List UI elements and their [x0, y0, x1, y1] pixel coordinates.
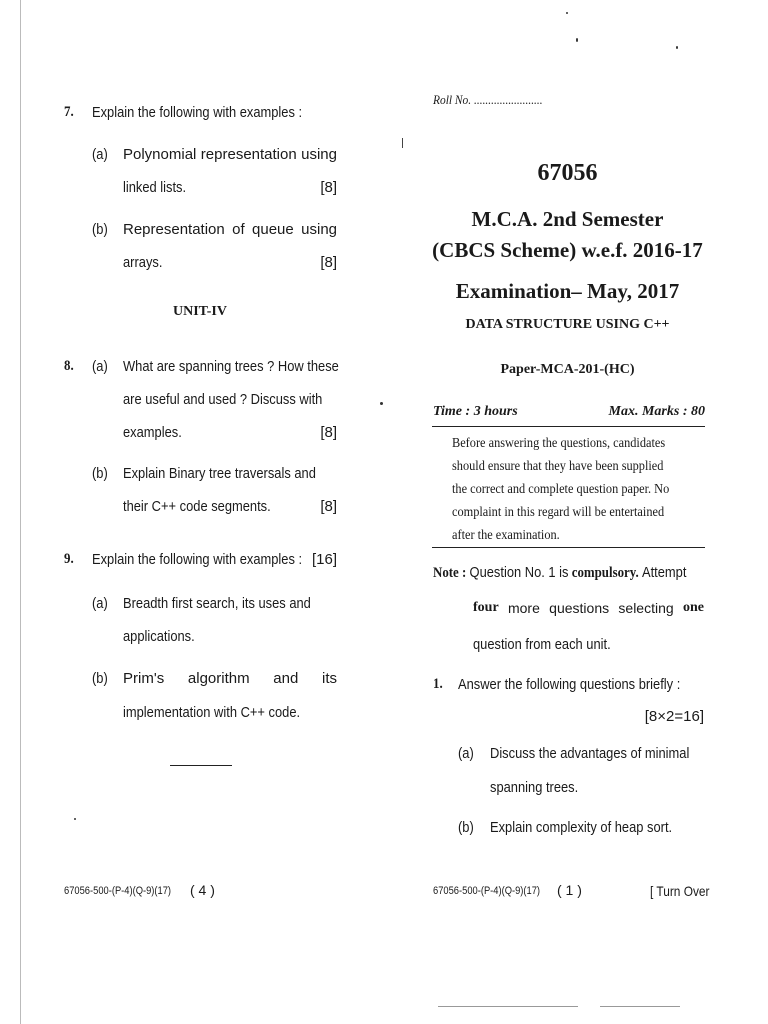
q8b-line2: their C++ code segments.	[123, 498, 271, 515]
paper-code: 67056	[537, 160, 598, 186]
note-attempt: Attempt	[641, 564, 687, 581]
q8a-line1: What are spanning trees ? How these	[123, 358, 339, 375]
subject-title: DATA STRUCTURE USING C++	[465, 317, 670, 332]
q7a-line1	[123, 146, 337, 163]
header-rule-top	[432, 426, 705, 427]
word: Prim's	[123, 670, 165, 687]
q1a-label: (a)	[458, 745, 474, 762]
scan-speck	[676, 46, 678, 49]
paper-title: Paper-MCA-201-(HC)	[500, 362, 635, 377]
word: queue	[252, 221, 294, 238]
q8a-line3: examples.	[123, 424, 182, 441]
q1-marks: [8×2=16]	[644, 708, 704, 725]
word: using	[301, 146, 337, 163]
q9a-line1: Breadth first search, its uses and	[123, 595, 311, 612]
scan-speck	[566, 12, 568, 14]
q7b-label: (b)	[92, 221, 108, 238]
instructions-block	[452, 432, 704, 547]
q8-number: 8.	[64, 358, 74, 374]
q1-number: 1.	[433, 676, 443, 692]
word: Polynomial	[123, 146, 197, 163]
word: its	[322, 670, 337, 687]
instruction-line: Before answering the questions, candidates	[452, 436, 666, 451]
word: one	[682, 600, 704, 615]
q9-stem: Explain the following with examples :	[92, 551, 303, 568]
right-footer-code: 67056-500-(P-4)(Q-9)(17)	[433, 885, 541, 897]
q8b-line1: Explain Binary tree traversals and	[123, 465, 316, 482]
q8a-label: (a)	[92, 358, 108, 375]
max-marks-label: Max. Marks : 80	[608, 404, 705, 419]
q7-number: 7.	[64, 104, 74, 120]
right-footer-page: ( 1 )	[557, 882, 582, 898]
q8b-marks: [8]	[320, 498, 337, 515]
q7b-marks: [8]	[320, 254, 337, 271]
note-text: Question No. 1 is	[469, 564, 569, 581]
page-edge-line	[20, 0, 21, 1024]
scheme-title: (CBCS Scheme) w.e.f. 2016-17	[432, 238, 703, 262]
note-line-2	[473, 600, 704, 616]
scan-speck	[380, 402, 383, 405]
time-label: Time : 3 hours	[433, 404, 518, 419]
roll-no: Roll No. ........................	[433, 92, 543, 107]
q9-number: 9.	[64, 551, 74, 567]
q9a-line2: applications.	[123, 628, 195, 645]
q9b-label: (b)	[92, 670, 108, 687]
scan-speck	[576, 38, 578, 42]
word: questions	[549, 600, 610, 616]
q8b-label: (b)	[92, 465, 108, 482]
instruction-line: should ensure that they have been supplied	[452, 459, 664, 474]
q7a-label: (a)	[92, 146, 108, 163]
word: Representation	[123, 221, 225, 238]
q9b-line1	[123, 670, 337, 687]
note-line-3: question from each unit.	[473, 636, 611, 653]
word: four	[473, 600, 499, 615]
word: algorithm	[187, 670, 250, 687]
word: and	[273, 670, 299, 687]
scan-dash	[600, 1006, 680, 1007]
instruction-line: after the examination.	[452, 528, 560, 543]
q8a-marks: [8]	[320, 424, 337, 441]
q7b-line1	[123, 221, 337, 238]
instruction-line: complaint in this regard will be entertained	[452, 505, 665, 520]
q7-stem: Explain the following with examples :	[92, 104, 303, 121]
q1-stem: Answer the following questions briefly :	[458, 676, 681, 693]
exam-title: Examination– May, 2017	[455, 279, 680, 303]
q1b-label: (b)	[458, 819, 474, 836]
unit-heading: UNIT-IV	[173, 304, 227, 319]
word: more	[507, 600, 540, 616]
q9-marks: [16]	[311, 551, 337, 568]
word: of	[232, 221, 245, 238]
q1a-line1: Discuss the advantages of minimal	[490, 745, 690, 762]
q8a-line2: are useful and used ? Discuss with	[123, 391, 323, 408]
word: selecting	[618, 600, 674, 616]
q7a-line2: linked lists.	[123, 179, 187, 196]
course-title: M.C.A. 2nd Semester	[471, 207, 664, 231]
header-rule-bottom	[432, 547, 705, 548]
note-compulsory: compulsory.	[571, 565, 639, 581]
q9b-line2: implementation with C++ code.	[123, 704, 301, 721]
instruction-line: the correct and complete question paper. No	[452, 482, 670, 497]
end-rule	[170, 765, 232, 766]
scan-mark	[402, 138, 403, 148]
scan-speck	[74, 818, 76, 820]
q9a-label: (a)	[92, 595, 108, 612]
scan-dash	[438, 1006, 578, 1007]
word: representation	[200, 146, 297, 163]
q1a-line2: spanning trees.	[490, 779, 579, 796]
note-line-1	[433, 564, 686, 582]
note-label: Note :	[433, 565, 467, 581]
left-footer-page: ( 4 )	[190, 882, 215, 898]
q7a-marks: [8]	[320, 179, 337, 196]
word: using	[301, 221, 337, 238]
q7b-line2: arrays.	[123, 254, 163, 271]
turn-over-label: [ Turn Over	[650, 883, 710, 899]
left-footer-code: 67056-500-(P-4)(Q-9)(17)	[64, 885, 172, 897]
q1b-line1: Explain complexity of heap sort.	[490, 819, 673, 836]
